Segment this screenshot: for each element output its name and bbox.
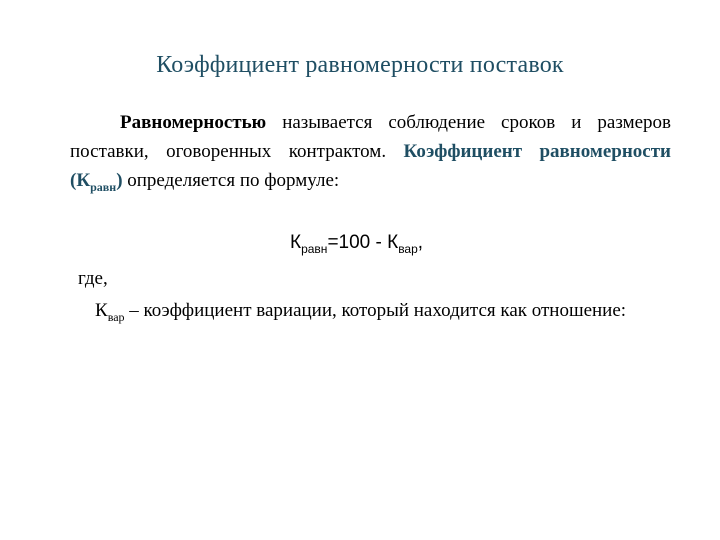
variation-paragraph <box>70 296 671 332</box>
definition-body: называется соблюдение сроков и размеров поставки, оговоренных контрактом. <box>70 112 671 162</box>
variation-subscript: вар <box>107 310 125 324</box>
coefficient-term-text: Коэффициент равномерности (К <box>70 141 671 191</box>
formula-k1: К <box>290 232 302 253</box>
definition-tail: определяется по формуле: <box>122 170 340 191</box>
slide-title: Коэффициент равномерности поставок <box>156 52 564 78</box>
definition-text <box>70 108 671 202</box>
coefficient-term-close: ) <box>116 170 123 191</box>
formula-end: , <box>417 232 424 253</box>
variation-text: – коэффициент вариации, который находится как отношение: <box>124 300 627 321</box>
formula-sub1: равн <box>301 242 328 256</box>
coefficient-subscript: равн <box>90 180 117 194</box>
formula <box>290 228 423 264</box>
formula-middle: =100 - К <box>327 232 399 253</box>
formula-sub2: вар <box>398 242 418 256</box>
definition-paragraph <box>70 108 671 202</box>
variation-k: К <box>95 300 108 321</box>
where-label: где, <box>78 268 108 289</box>
term-bold: Равномерностью <box>120 112 267 133</box>
